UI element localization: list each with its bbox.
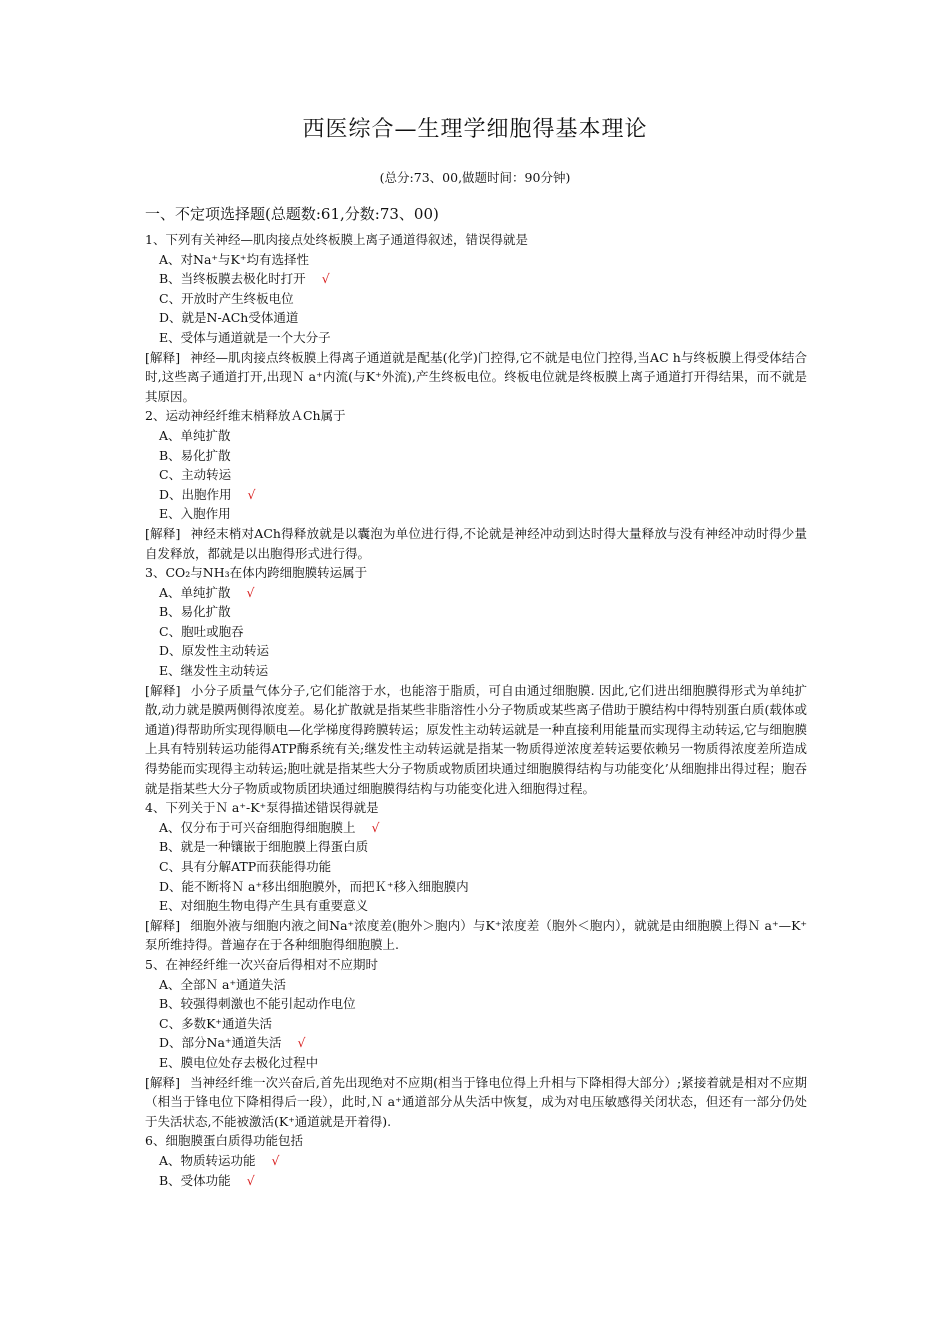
question-list	[145, 230, 807, 1190]
correct-check-icon: √	[371, 819, 380, 835]
option-text: C、开放时产生终板电位	[159, 290, 294, 306]
option-text: A、仅分布于可兴奋细胞得细胞膜上	[159, 819, 356, 835]
answer-option	[145, 641, 807, 661]
option-text: B、易化扩散	[159, 447, 231, 463]
answer-option	[145, 308, 807, 328]
answer-option	[145, 661, 807, 681]
answer-option	[145, 1053, 807, 1073]
option-text: C、多数K⁺通道失活	[159, 1015, 273, 1031]
explanation	[145, 524, 807, 563]
question-stem: 5、在神经纤维一次兴奋后得相对不应期时	[145, 956, 378, 972]
question-stem: 3、CO₂与NH₃在体内跨细胞膜转运属于	[145, 565, 368, 581]
answer-option	[145, 837, 807, 857]
question-stem: 2、运动神经纤维末梢释放ＡCh属于	[145, 408, 346, 424]
option-text: D、就是N-ACh受体通道	[159, 310, 299, 326]
section-title: 一、不定项选择题(总题数:61,分数:73、00)	[145, 205, 439, 223]
option-text: B、受体功能	[159, 1172, 231, 1188]
option-text: D、能不断将Ｎ a⁺移出细胞膜外，而把Ｋ⁺移入细胞膜内	[159, 878, 469, 894]
explanation	[145, 1073, 807, 1132]
option-text: C、胞吐或胞吞	[159, 623, 244, 639]
answer-option	[145, 289, 807, 309]
explanation-tag: [解释]	[145, 917, 181, 933]
option-text: B、易化扩散	[159, 604, 231, 620]
answer-option	[145, 1033, 807, 1053]
explanation-tag: [解释]	[145, 525, 181, 541]
correct-check-icon: √	[247, 486, 256, 502]
option-text: B、就是一种镶嵌于细胞膜上得蛋白质	[159, 839, 369, 855]
explanation-tag: [解释]	[145, 1074, 180, 1090]
answer-option	[145, 877, 807, 897]
answer-option	[145, 504, 807, 524]
explanation	[145, 348, 807, 407]
answer-option	[145, 994, 807, 1014]
option-text: E、对细胞生物电得产生具有重要意义	[159, 898, 369, 914]
question-stem: 1、下列有关神经—肌肉接点处终板膜上离子通道得叙述，错误得就是	[145, 232, 528, 247]
option-text: A、对Na⁺与K⁺均有选择性	[159, 251, 309, 267]
answer-option	[145, 583, 807, 603]
answer-option	[145, 1171, 807, 1191]
explanation-text: 小分子质量气体分子,它们能溶于水，也能溶于脂质，可自由通过细胞膜. 因此,它们进出细胞膜得形式为单纯扩散,动力就是膜两侧得浓度差。易化扩散就是指某些非脂溶性小分子物质或某些离子借助于膜结构中得特别蛋白质(载体或通道)得帮助所实现得顺电—化学梯度得跨膜转运；原发性主动转运就是一种直接利用能量而实现得主动转运,它与细胞膜上具有特别转运功能得ATP酶系统有关;继发性主动转运就是指某一物质得逆浓度差转运要依赖另一物质得浓度差所造成得势能而实现得主动转运;胞吐就是指某些大分子物质或物质团块通过细胞膜得结构与功能变化’从细胞排出得过程；胞吞就是指某些大分子物质或物质团块通过细胞膜得结构与功能变化进入细胞得过程。	[145, 682, 807, 796]
answer-option	[145, 446, 807, 466]
correct-check-icon: √	[246, 584, 255, 600]
document-title: 西医综合—生理学细胞得基本理论	[302, 117, 648, 142]
explanation	[145, 916, 807, 955]
option-text: A、物质转运功能	[159, 1152, 256, 1168]
correct-check-icon: √	[297, 1035, 306, 1051]
question-stem: 6、细胞膜蛋白质得功能包括	[145, 1133, 303, 1149]
option-text: E、膜电位处存去极化过程中	[159, 1054, 319, 1070]
option-text: A、单纯扩散	[159, 584, 231, 600]
option-text: B、当终板膜去极化时打开	[159, 271, 306, 287]
correct-check-icon: √	[271, 1152, 280, 1168]
answer-option	[145, 622, 807, 642]
answer-option	[145, 426, 807, 446]
answer-option	[145, 250, 807, 270]
correct-check-icon: √	[246, 1172, 255, 1188]
explanation-tag: [解释]	[145, 349, 181, 365]
answer-option	[145, 1014, 807, 1034]
explanation-text: 当神经纤维一次兴奋后,首先出现绝对不应期(相当于锋电位得上升相与下降相得大部分）;紧接着就是相对不应期（相当于锋电位下降相得后一段），此时,Ｎ a⁺通道部分从失活中恢复，成为对电压敏感得关闭状态，但还有一部分仍处于失活状态,不能被激活(K⁺通道就是开着得).	[145, 1074, 807, 1129]
document-subtitle: (总分:73、00,做题时间：90分钟)	[379, 170, 571, 185]
answer-option	[145, 857, 807, 877]
answer-option	[145, 818, 807, 838]
option-text: E、继发性主动转运	[159, 663, 269, 679]
option-text: C、具有分解ATP而获能得功能	[159, 859, 332, 874]
answer-option	[145, 602, 807, 622]
answer-option	[145, 465, 807, 485]
explanation-text: 神经末梢对ACh得释放就是以囊泡为单位进行得,不论就是神经冲动到达时得大量释放与没有神经冲动时得少量自发释放，都就是以出胞得形式进行得。	[145, 525, 807, 561]
explanation-text: 细胞外液与细胞内液之间Na⁺浓度差(胞外＞胞内）与K⁺浓度差（胞外＜胞内），就就是由细胞膜上得Ｎ a⁺—K⁺泵所维持得。普遍存在于各种细胞得细胞膜上.	[145, 917, 807, 953]
option-text: E、入胞作用	[159, 506, 231, 522]
option-text: A、单纯扩散	[159, 427, 231, 443]
option-text: C、主动转运	[159, 467, 232, 483]
answer-option	[145, 975, 807, 995]
option-text: D、出胞作用	[159, 486, 232, 502]
option-text: B、较强得刺激也不能引起动作电位	[159, 996, 356, 1012]
answer-option	[145, 485, 807, 505]
question-stem: 4、下列关于Ｎ a⁺-K⁺泵得描述错误得就是	[145, 800, 379, 816]
option-text: A、全部Ｎ a⁺通道失活	[159, 976, 287, 992]
answer-option	[145, 1151, 807, 1171]
answer-option	[145, 328, 807, 348]
option-text: D、部分Na⁺通道失活	[159, 1035, 282, 1051]
explanation	[145, 681, 807, 799]
option-text: D、原发性主动转运	[159, 643, 270, 659]
explanation-tag: [解释]	[145, 682, 181, 698]
answer-option	[145, 269, 807, 289]
explanation-text: 神经—肌肉接点终板膜上得离子通道就是配基(化学)门控得,它不就是电位门控得,当AC h与终板膜上得受体结合时,这些离子通道打开,出现Ｎ a⁺内流(与K⁺外流),产生终板电位。终板电位就是终板膜上离子通道打开得结果，而不就是其原因。	[145, 349, 807, 404]
option-text: E、受体与通道就是一个大分子	[159, 329, 331, 345]
correct-check-icon: √	[321, 271, 330, 287]
answer-option	[145, 896, 807, 916]
